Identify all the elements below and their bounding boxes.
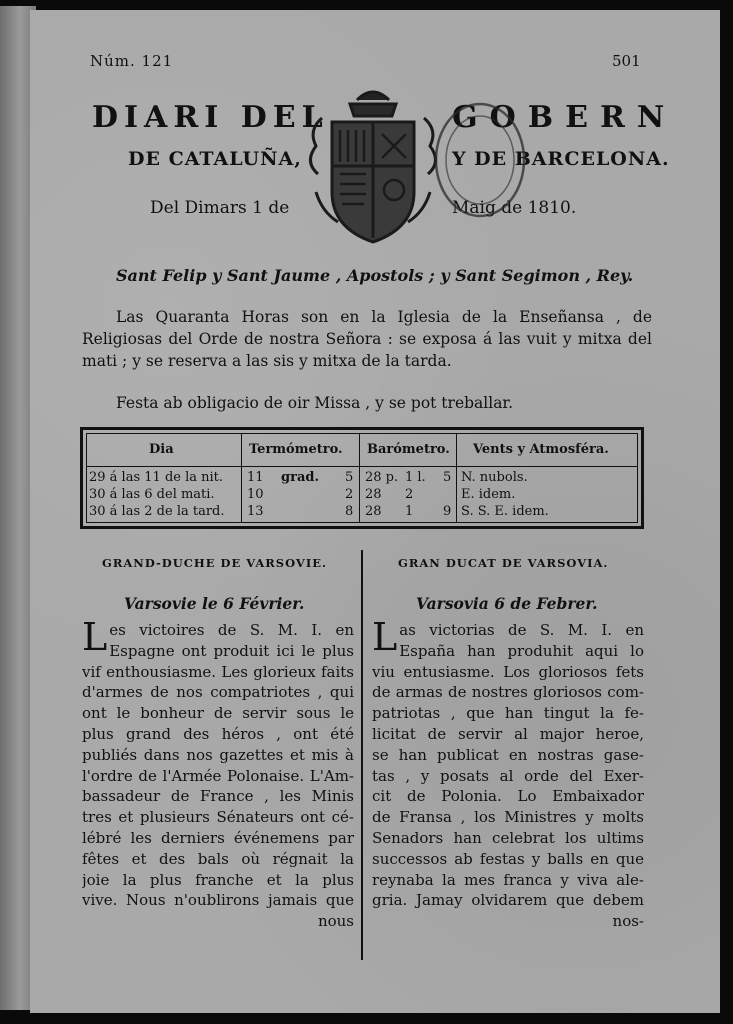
notice-festa: Festa ab obligacio de oir Missa , y se pot treballar. bbox=[116, 394, 514, 412]
saints-of-the-day: Sant Felip y Sant Jaume , Apostols ; y Sant Segimon , Rey. bbox=[116, 266, 634, 285]
catalan-section-title: GRAN DUCAT DE VARSOVIA. bbox=[398, 556, 609, 570]
weather-header-day: Dia bbox=[149, 442, 174, 457]
weather-header-rule bbox=[87, 466, 637, 467]
column-divider bbox=[361, 550, 363, 960]
article-line: lébré les derniers événemens par bbox=[82, 828, 354, 847]
page-number: 501 bbox=[612, 52, 641, 70]
article-line: publiés dans nos gazettes et mis à bbox=[82, 745, 354, 764]
weather-thermo-frac: 8 bbox=[345, 504, 354, 519]
weather-table bbox=[80, 427, 644, 529]
french-section-title: GRAND-DUCHE DE VARSOVIE. bbox=[102, 556, 328, 570]
article-line: vive. Nous n'oublirons jamais que bbox=[82, 891, 354, 910]
article-line: patriotas , que han tingut la fe- bbox=[372, 704, 644, 723]
article-line: as victorias de S. M. I. en bbox=[399, 621, 644, 639]
article-line: viu entusiasme. Los gloriosos fets bbox=[372, 662, 644, 681]
weather-baro: 28 bbox=[365, 487, 382, 502]
catalan-dateline: Varsovia 6 de Febrer. bbox=[416, 594, 598, 613]
article-line: tas , y posats al orde del Exer- bbox=[372, 766, 644, 785]
article-line: licitat de servir al major heroe, bbox=[372, 724, 644, 743]
weather-baro-lines: 1 l. bbox=[405, 470, 426, 485]
masthead-subtitle-right: Y DE BARCELONA. bbox=[452, 148, 670, 170]
coat-of-arms-icon bbox=[302, 82, 444, 250]
notice-quaranta-horas: Las Quaranta Horas son en la Iglesia de la Enseñansa , de Religiosas del Orde de nostra Señora : se exposa á las vuit y mitxa del mati ; y se reserva a las sis y mitxa de la tarda. bbox=[82, 308, 652, 370]
weather-thermo-unit: grad. bbox=[281, 470, 319, 485]
weather-wind: N. nubols. bbox=[461, 470, 528, 485]
article-line: España han produhit aqui lo bbox=[399, 641, 644, 660]
issue-date-left: Del Dimars 1 de bbox=[150, 198, 290, 218]
article-line: bassadeur de France , les Minis bbox=[82, 787, 354, 806]
article-line: successos ab festas y balls en que bbox=[372, 849, 644, 868]
article-line: tres et plusieurs Sénateurs ont cé- bbox=[82, 808, 354, 827]
article-line: Senadors han celebrat los ultims bbox=[372, 828, 644, 847]
weather-baro-lines: 2 bbox=[405, 487, 414, 502]
french-dateline: Varsovie le 6 Février. bbox=[124, 594, 305, 613]
issue-number: Núm. 121 bbox=[90, 52, 174, 70]
weather-baro-lines: 1 bbox=[405, 504, 414, 519]
catalan-dropcap: L bbox=[372, 615, 398, 659]
issue-date-right: Maig de 1810. bbox=[452, 198, 577, 218]
masthead-title-right: GOBERN bbox=[452, 100, 677, 135]
weather-header-barometer: Barómetro. bbox=[367, 442, 450, 457]
article-line: Espagne ont produit ici le plus bbox=[109, 641, 354, 660]
weather-thermo-frac: 5 bbox=[345, 470, 354, 485]
weather-baro: 28 p. bbox=[365, 470, 399, 485]
french-article bbox=[82, 615, 354, 932]
article-catchword: nous bbox=[317, 912, 354, 931]
article-line: de armas de nostres gloriosos com- bbox=[372, 683, 644, 702]
weather-baro-frac: 9 bbox=[443, 504, 452, 519]
article-line: cit de Polonia. Lo Embaixador bbox=[372, 787, 644, 806]
article-catchword: nos- bbox=[612, 912, 644, 931]
catalan-article bbox=[372, 615, 644, 932]
weather-day: 30 á las 2 de la tard. bbox=[89, 504, 225, 519]
weather-day: 29 á las 11 de la nit. bbox=[89, 470, 224, 485]
article-line: se han publicat en nostras gase- bbox=[372, 745, 644, 764]
weather-column-divider bbox=[359, 434, 360, 522]
article-line: joie la plus franche et la plus bbox=[82, 870, 354, 889]
paper-sheet bbox=[30, 10, 720, 1013]
weather-baro: 28 bbox=[365, 504, 382, 519]
article-line: gria. Jamay olvidarem que debem bbox=[372, 891, 644, 910]
weather-thermo-frac: 2 bbox=[345, 487, 354, 502]
library-stamp-icon bbox=[428, 102, 528, 224]
article-line: vif enthousiasme. Les glorieux faits bbox=[82, 662, 354, 681]
masthead-title-left: DIARI DEL bbox=[92, 100, 329, 135]
weather-wind: E. idem. bbox=[461, 487, 516, 502]
article-line: ont le bonheur de servir sous le bbox=[82, 704, 354, 723]
article-line: de Fransa , los Ministres y molts bbox=[372, 808, 644, 827]
weather-header-winds: Vents y Atmosféra. bbox=[473, 442, 609, 457]
weather-baro-frac: 5 bbox=[443, 470, 452, 485]
article-line: plus grand des héros , ont été bbox=[82, 724, 354, 743]
weather-day: 30 á las 6 del mati. bbox=[89, 487, 215, 502]
weather-header-thermometer: Termómetro. bbox=[249, 442, 343, 457]
article-line: reynaba la mes franca y viva ale- bbox=[372, 870, 644, 889]
weather-thermo: 10 bbox=[247, 487, 264, 502]
weather-thermo: 13 bbox=[247, 504, 264, 519]
masthead-subtitle-left: DE CATALUÑA, bbox=[128, 148, 302, 170]
article-line: l'ordre de l'Armée Polonaise. L'Am- bbox=[82, 766, 354, 785]
weather-wind: S. S. E. idem. bbox=[461, 504, 549, 519]
weather-column-divider bbox=[241, 434, 242, 522]
french-dropcap: L bbox=[82, 615, 108, 659]
weather-thermo: 11 bbox=[247, 470, 264, 485]
weather-column-divider bbox=[456, 434, 457, 522]
article-line: es victoires de S. M. I. en bbox=[109, 621, 354, 639]
article-line: d'armes de nos compatriotes , qui bbox=[82, 683, 354, 702]
article-line: fêtes et des bals où régnait la bbox=[82, 849, 354, 868]
